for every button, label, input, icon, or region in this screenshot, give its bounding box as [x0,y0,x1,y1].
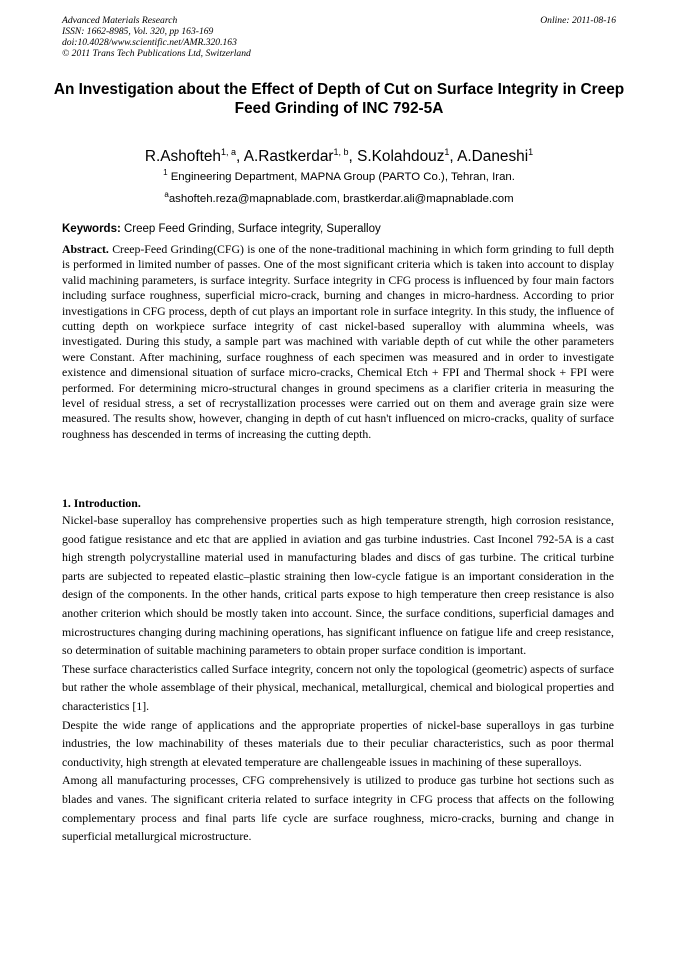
introduction-paragraph: Nickel-base superalloy has comprehensive properties such as high temperature strength, high corrosion resistance, good fatigue resistance and etc that are applied in aviation and gas turbine industries. Cast Inconel 792-5A is a cast high strength polycrystalline material used in manufacturing blades and discs of gas turbine. The critical turbine parts are subjected to repeated elastic–plastic straining then low-cycle fatigue is an important consideration in the design of the components. In the other hands, critical parts expose to high temperature then creep resistance is also another criterion which should be mostly taken into account. Since, the surface conditions, superficial damages and microstructures changing during machining operations, has significant influence on fatigue life and creep resistance, so determination of suitable machining parameters to obtain proper surface condition is important. [62,513,614,658]
introduction-paragraph: Despite the wide range of applications and the appropriate properties of nickel-base superalloys in gas turbine industries, the low machinability of theses materials due to their peculiar characteristics, such as poor thermal conductivity, high strength at elevated temperature are challengeable issues in machining of these superalloys. [62,717,614,769]
author-name: S.Kolahdouz [357,148,445,165]
affiliation-block [40,164,638,208]
author-list: R.Ashofteh$^{1, a}$, A.Rastkerdar$^{1, b}$, S.Kolahdouz$^1$, A.Daneshi$^1$ [144,147,534,165]
author-affiliation-mark: 1, a [221,147,237,157]
abstract-label: Abstract. [62,242,109,256]
keywords-line [62,222,622,236]
copyright-line: © 2011 Trans Tech Publications Ltd, Switzerland [62,48,251,59]
abstract-paragraph [62,242,614,442]
author-name: A.Rastkerdar [243,148,334,165]
author-affiliation-mark: 1 [528,147,534,157]
introduction-paragraph: These surface characteristics called Surface integrity, concern not only the topological (geometric) aspects of surface but rather the whole assemblage of their physical, mechanical, metallurgical, chemical and biological properties and characteristics [1]. [62,661,614,713]
email-line [40,186,638,208]
email-mark: a [164,190,169,199]
author-name: A.Daneshi [457,148,529,165]
section-heading-introduction: 1. Introduction. [62,496,141,510]
author-affiliation-mark: 1, b [333,147,349,157]
journal-name: Advanced Materials Research [62,15,178,26]
affiliation-line [40,164,638,186]
author-name: R.Ashofteh [144,148,221,165]
email-text: ashofteh.reza@mapnablade.com, brastkerdar.ali@mapnablade.com [168,193,514,205]
publication-header [62,15,616,59]
keywords-text: Creep Feed Grinding, Surface integrity, Superalloy [124,223,381,235]
issn-line: ISSN: 1662-8985, Vol. 320, pp 163-169 [62,26,214,37]
introduction-body [62,511,614,846]
doi-line: doi:10.4028/www.scientific.net/AMR.320.163 [62,37,237,48]
affiliation-text: Engineering Department, MAPNA Group (PARTO Co.), Tehran, Iran. [170,171,515,183]
paper-title: An Investigation about the Effect of Depth of Cut on Surface Integrity in Creep Feed Grinding of INC 792-5A [53,81,625,117]
keywords-label: Keywords: [62,223,121,235]
affiliation-mark: 1 [163,168,168,177]
abstract-text: Creep-Feed Grinding(CFG) is one of the none-traditional machining in which form grinding to full depth is performed in limited number of passes. One of the most significant criteria which is taken into account to display valid machining parameters, is surface integrity. Surface integrity in CFG process is influenced by four main factors including surface roughness, superficial micro-crack, burning and changes in micro-hardness. According to prior investigations in CFG process, depth of cut plays an important role in surface integrity. In this study, the influence of cutting depth on workpiece surface integrity of cast nickel-based superalloy with alummina wheels, was investigated. During this study, a sample part was machined with variable depth of cut while the other parameters were Constant. After machining, surface roughness of each specimen was measured and in order to investigate existence and dimensional situation of surface micro-cracks, Chemical Etch + FPI and Thermal shock + FPI were performed. For determining micro-structural changes in ground specimens as a clarifier criteria in measuring the level of residual stress, a set of recrystallization processes were carried out on them and average grain size were measured. The results show, however, changing in depth of cut hasn't influenced on micro-cracks, quality of surface roughness has descended in terms of increasing the cutting depth. [62,242,614,441]
author-affiliation-mark: 1 [444,147,450,157]
online-date: Online: 2011-08-16 [540,15,616,26]
introduction-paragraph: Among all manufacturing processes, CFG comprehensively is utilized to produce gas turbine hot sections such as blades and vanes. The significant criteria related to surface integrity in CFG process that affects on the following complementary process and final parts life cycle are surface roughness, micro-cracks, burning and change in superficial metallurgical microstructure. [62,773,614,844]
